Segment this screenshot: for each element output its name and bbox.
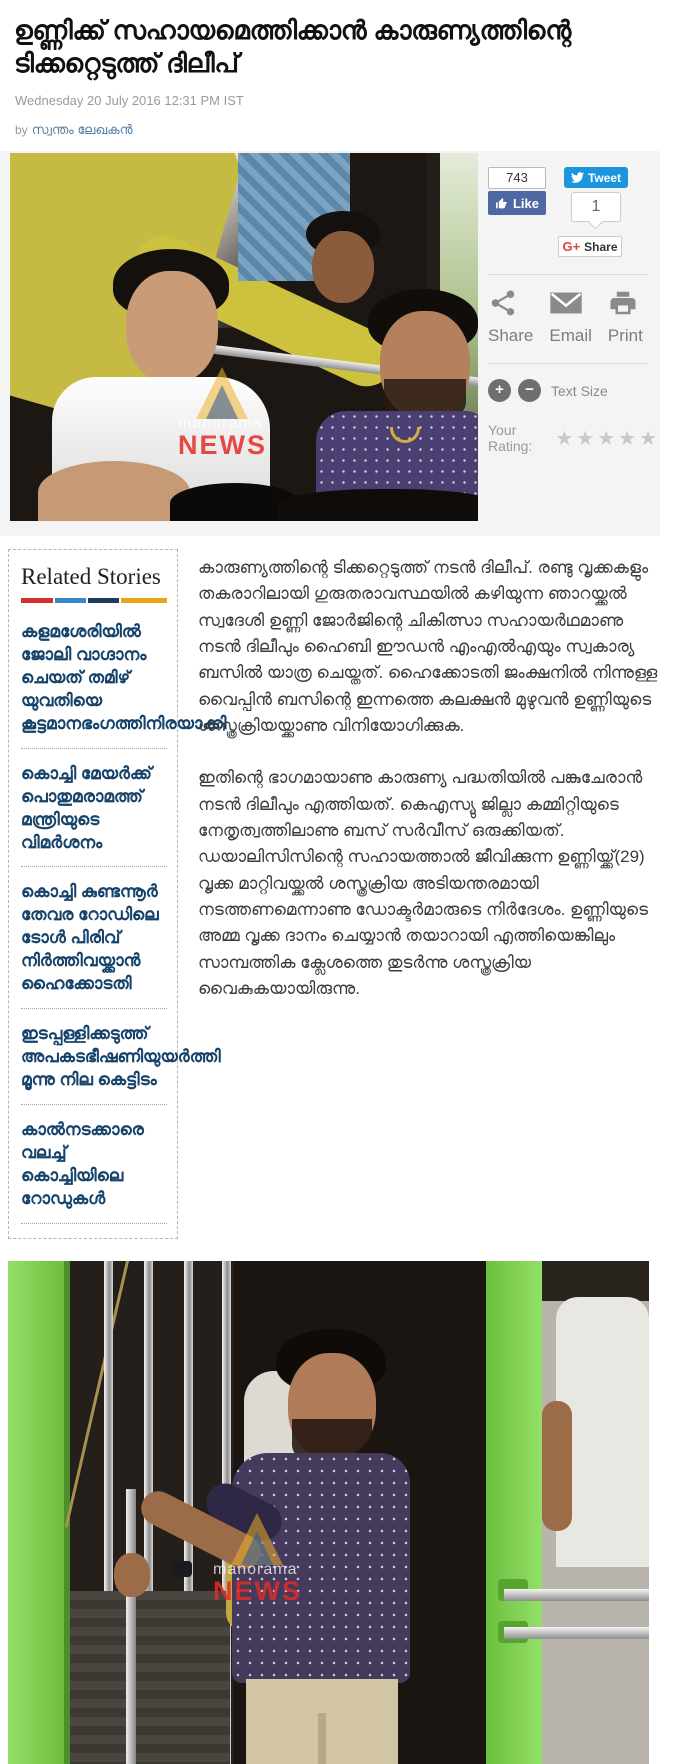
gplus-share-label: Share	[584, 239, 618, 254]
photo-shape	[172, 1561, 192, 1577]
gplus-share-button[interactable]	[558, 236, 622, 257]
manorama-logo-icon	[241, 1531, 273, 1565]
divider	[488, 274, 648, 275]
photo-shape	[126, 1489, 136, 1764]
underline-segment	[21, 598, 53, 603]
text-size-label: Text Size	[551, 382, 608, 399]
thumb-up-icon	[495, 197, 508, 210]
text-size-controls	[488, 379, 660, 402]
photo-shape	[278, 489, 478, 521]
article-photo-bottom	[8, 1261, 649, 1764]
rating-label: Your Rating:	[488, 422, 533, 454]
content-area	[0, 549, 677, 1239]
manorama-logo-icon	[206, 385, 238, 419]
related-stories-heading: Related Stories	[21, 564, 161, 589]
article-photo-top	[10, 153, 478, 521]
share-button[interactable]	[488, 288, 533, 346]
photo-shape	[8, 1261, 64, 1764]
photo-shape	[504, 1589, 649, 1601]
email-label: Email	[549, 326, 592, 345]
facebook-like-count: 743	[488, 167, 546, 189]
article-body	[178, 549, 677, 1029]
tweet-label: Tweet	[587, 170, 622, 185]
photo-shape	[542, 1261, 649, 1301]
facebook-widget	[488, 167, 546, 222]
heading-underline	[21, 598, 167, 603]
related-story-link[interactable]: കൊച്ചി കുണ്ടന്നൂർ തേവര റോഡിലെ ടോൾ പിരിവ് നിർത്തിവയ്ക്കാൻ ഹൈക്കോടതി	[21, 882, 159, 994]
underline-segment	[55, 598, 86, 603]
related-story-link[interactable]: ഇടപ്പള്ളിക്കടുത്ത് അപകടഭീഷണിയുയർത്തി മൂന്നു നില കെട്ടിടം	[21, 1024, 221, 1089]
print-button[interactable]	[608, 288, 643, 346]
photo-shape	[38, 461, 190, 521]
facebook-like-button[interactable]	[488, 191, 546, 215]
author-link[interactable]: സ്വന്തം ലേഖകൻ	[31, 122, 133, 137]
email-icon	[549, 288, 583, 318]
underline-segment	[88, 598, 119, 603]
tweet-count: 1	[571, 192, 621, 222]
watermark	[178, 415, 267, 459]
related-story-link[interactable]: കൊച്ചി മേയർക്ക് പൊതുമരാമത്ത് മന്ത്രിയുടെ വിമർശനം	[21, 763, 152, 852]
divider	[21, 1223, 167, 1224]
related-story-link[interactable]: കാൽനടക്കാരെ വലച്ച് കൊച്ചിയിലെ റോഡുകൾ	[21, 1119, 144, 1208]
photo-shape	[70, 1591, 230, 1764]
photo-shape	[504, 1627, 649, 1639]
article-paragraph: ഇതിന്റെ ഭാഗമായാണു കാരുണ്യ പദ്ധതിയിൽ പങ്കുചേരാൻ നടൻ ദിലീപും എത്തിയത്. കെഎസ്യു ജില്ലാ കമ്മിറ്റിയുടെ നേതൃത്വത്തിലാണു ബസ് സർവീസ് ഒരുക്കിയത്. ഡയാലിസിസിന്റെ സഹായത്താൽ ജീവിക്കുന്ന ഉണ്ണിയ്ക്ക്(29) വൃക്ക മാറ്റിവയ്ക്കൽ ശസ്ത്രക്രിയ അടിയന്തരമായി നടത്തണമെന്നാണു ഡോക്ടർമാരുടെ നിർദേശം. ഉണ്ണിയുടെ അമ്മ വൃക്ക ദാനം ചെയ്യാൻ തയാറായി എത്തിയെങ്കിലും സാമ്പത്തിക ക്ലേശത്തെ തുടർന്നു ശസ്ത്രക്രിയ വൈകുകയായിരുന്നു.	[198, 768, 649, 999]
photo-shape	[486, 1261, 542, 1764]
rating-widget	[488, 422, 660, 454]
media-section	[0, 151, 660, 536]
photo-shape	[312, 231, 374, 303]
decrease-text-button[interactable]: −	[518, 379, 541, 402]
divider	[488, 363, 648, 364]
print-icon	[608, 288, 638, 318]
divider	[21, 1008, 167, 1009]
related-stories-box	[8, 549, 227, 1239]
twitter-widget	[564, 167, 628, 222]
article-paragraph: കാരുണ്യത്തിന്റെ ടിക്കറ്റെടുത്ത് നടൻ ദിലീപ്. രണ്ടു വൃക്കകളും തകരാറിലായി ഗുരുതരാവസ്ഥയിൽ കഴിയുന്ന ഞാറയ്ക്കൽ സ്വദേശി ഉണ്ണി ജോർജിന്റെ ചികിത്സാ സഹായർഥമാണു നടൻ ദിലീപും ഹൈബി ഈഡൻ എംഎൽഎയും സ്വകാര്യ ബസിൽ യാത്ര ചെയ്തത്. ഹൈക്കോടതി ജംക്ഷനിൽ നിന്നുള്ള വൈപ്പിൻ ബസിന്റെ ഇന്നത്തെ കലക്ഷൻ മുഴുവൻ ഉണ്ണിയുടെ ശസ്ത്രക്രിയയ്ക്കാണു വിനിയോഗിക്കുക.	[198, 558, 658, 736]
article-date: Wednesday 20 July 2016 12:31 PM IST	[15, 93, 244, 108]
photo-shape	[65, 1261, 131, 1528]
social-panel	[478, 153, 660, 521]
byline	[0, 108, 677, 138]
increase-text-button[interactable]: +	[488, 379, 511, 402]
divider	[21, 1104, 167, 1105]
divider	[21, 866, 167, 867]
rating-stars[interactable]: ★★★★★	[555, 427, 660, 450]
facebook-like-label: Like	[512, 195, 539, 211]
watermark	[213, 1561, 302, 1605]
photo-shape	[542, 1401, 572, 1531]
photo-shape	[318, 1713, 326, 1764]
share-label: Share	[488, 326, 534, 345]
share-icon	[488, 288, 518, 318]
related-story-link[interactable]: കളമശേരിയിൽ ജോലി വാഗ്ദാനം ചെയത് തമിഴ് യുവതിയെ കൂട്ടമാനഭംഗത്തിനിരയാക്കി	[21, 622, 227, 733]
byline-prefix: by	[15, 123, 28, 137]
tweet-button[interactable]	[564, 167, 628, 188]
twitter-bird-icon	[571, 171, 584, 184]
email-button[interactable]	[549, 288, 592, 346]
divider	[21, 748, 167, 749]
photo-shape	[114, 1553, 150, 1597]
gplus-icon: G+	[562, 239, 581, 254]
watermark-brand: manorama	[213, 1560, 298, 1578]
watermark-news: NEWS	[178, 430, 267, 460]
page-title: ഉണ്ണിക്ക് സഹായമെത്തിക്കാൻ കാരുണ്യത്തിന്റെ ടിക്കറ്റെടുത്ത് ദിലീപ്	[14, 15, 571, 78]
underline-segment	[121, 598, 167, 603]
watermark-brand: manorama	[178, 415, 263, 432]
share-tools	[488, 288, 660, 346]
watermark-news: NEWS	[213, 1575, 302, 1606]
print-label: Print	[607, 326, 643, 345]
